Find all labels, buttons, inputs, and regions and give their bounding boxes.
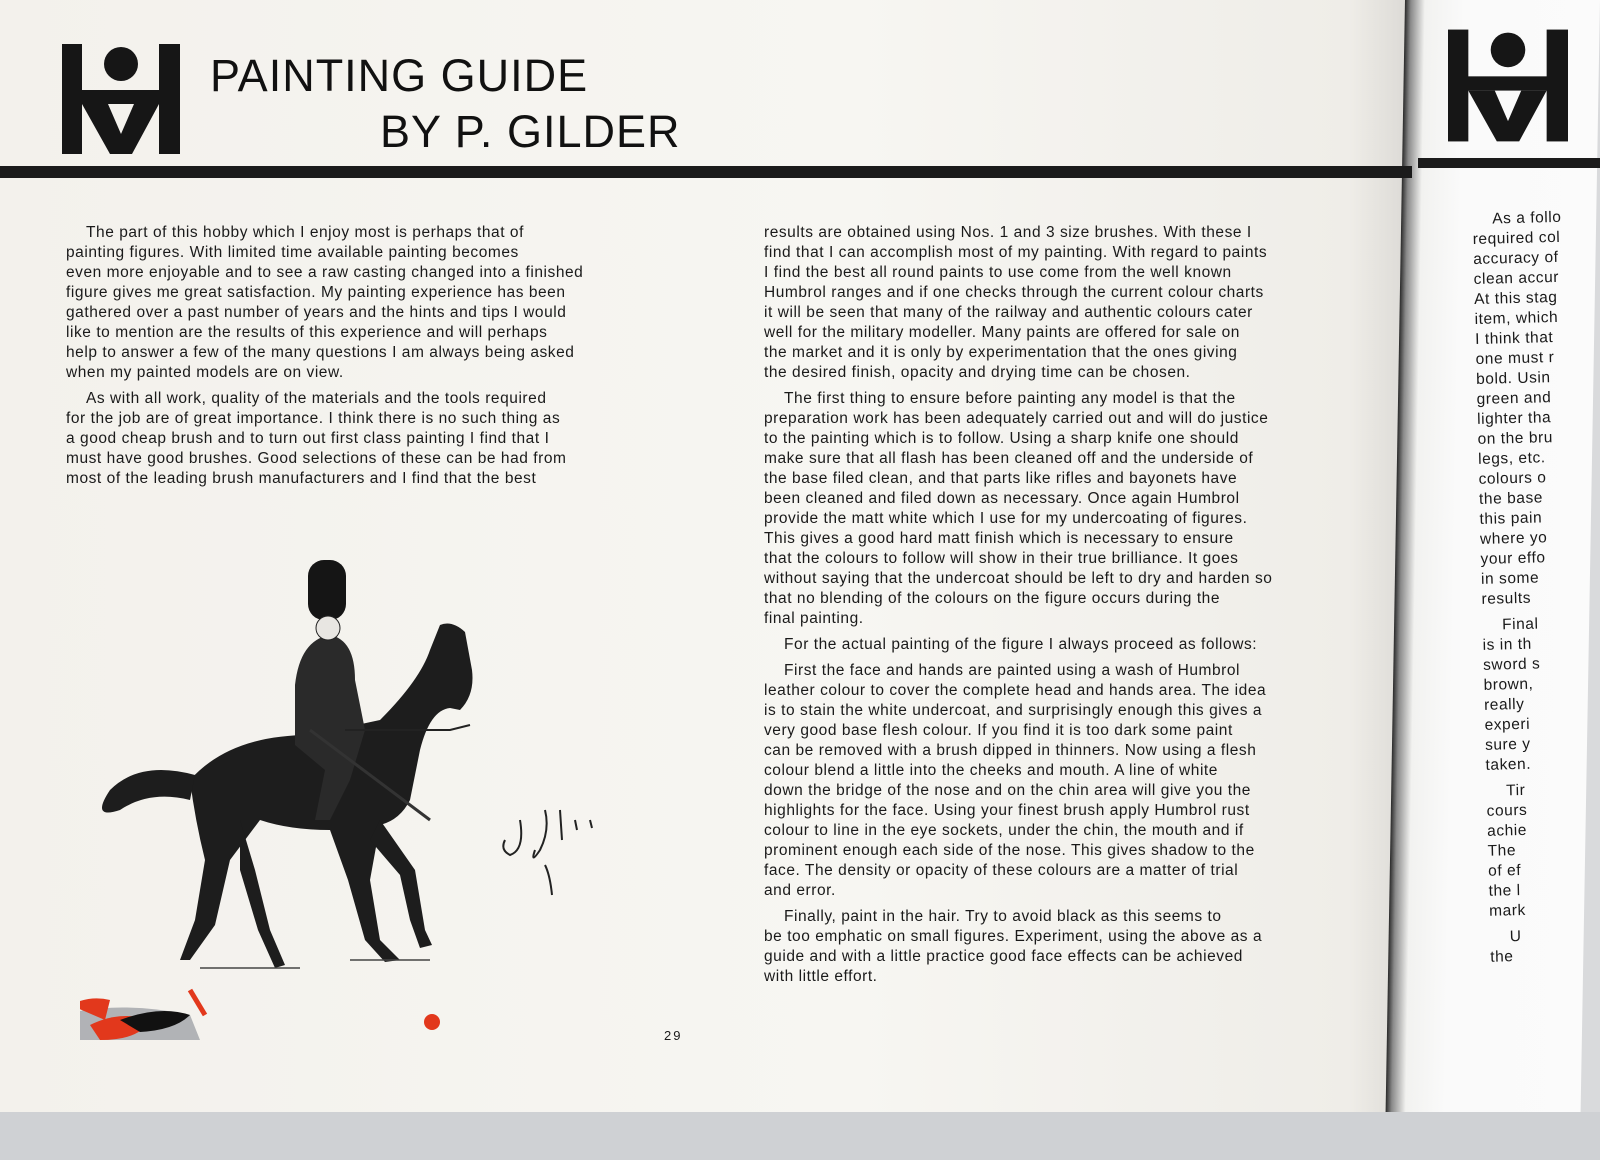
text-line: green and — [1476, 389, 1552, 408]
text-line: lighter tha — [1476, 409, 1552, 428]
text-line: help to answer a few of the many questions I am always being asked — [66, 344, 575, 361]
text-line: where yo — [1479, 529, 1548, 548]
text-line: accuracy of — [1473, 248, 1559, 268]
text-line: must have good brushes. Good selections of these can be had from — [66, 450, 567, 467]
hmv-logo-icon — [62, 44, 180, 154]
paragraph — [764, 635, 1272, 655]
text-line: one must r — [1475, 349, 1555, 368]
middle-text-column — [764, 223, 1272, 993]
text-line: the base — [1478, 489, 1544, 508]
text-line: As with all work, quality of the materials and the tools required — [86, 390, 547, 407]
text-line: provide the matt white which I use for my undercoating of figures. — [764, 510, 1248, 527]
text-line: First the face and hands are painted using a wash of Humbrol — [784, 662, 1241, 679]
text-line: when my painted models are on view. — [66, 364, 344, 381]
text-line: results are obtained using Nos. 1 and 3 size brushes. With these I — [764, 224, 1252, 241]
hmv-logo-right-icon — [1448, 28, 1568, 143]
text-line: cours — [1486, 801, 1528, 820]
text-line: that no blending of the colours on the figure occurs during the — [764, 590, 1221, 607]
text-line: I find the best all round paints to use come from the well known — [764, 264, 1232, 281]
text-line: results — [1481, 589, 1532, 608]
text-line: is to stain the white undercoat, and surprisingly enough this gives a — [764, 702, 1263, 719]
text-line: colour to line in the eye sockets, under the chin, the mouth and if — [764, 822, 1244, 839]
paragraph — [66, 223, 583, 383]
text-line: sword s — [1482, 655, 1541, 674]
text-line: in some — [1480, 569, 1540, 588]
paragraph — [1482, 613, 1600, 776]
page-title: PAINTING GUIDE — [210, 50, 589, 101]
page-number: 29 — [664, 1028, 683, 1043]
text-line: final painting. — [764, 610, 864, 627]
text-line: of ef — [1487, 862, 1522, 880]
paragraph — [1486, 779, 1600, 922]
text-line: very good base flesh colour. If you find it is too dark some paint — [764, 722, 1233, 739]
text-line: colour blend a little into the cheeks and mouth. A line of white — [764, 762, 1218, 779]
left-text-column — [66, 223, 583, 495]
text-line: been cleaned and filed down as necessary. Once again Humbrol — [764, 490, 1240, 507]
text-line: Final — [1501, 615, 1539, 634]
text-line: sure y — [1484, 735, 1531, 754]
text-line: is in th — [1482, 635, 1533, 654]
text-line: leather colour to cover the complete head and hands area. The idea — [764, 682, 1267, 699]
header-rule-right — [1418, 158, 1600, 168]
text-line: really — [1483, 695, 1525, 714]
text-line: the base filed clean, and that parts like rifles and bayonets have — [764, 470, 1238, 487]
text-line: down the bridge of the nose and on the chin area will give you the — [764, 782, 1251, 799]
text-line: required col — [1472, 228, 1561, 248]
cavalry-soldier-illustration — [80, 520, 640, 1040]
text-line: face. The density or opacity of these colours are a matter of trial — [764, 862, 1239, 879]
text-line: bold. Usin — [1475, 369, 1551, 388]
text-line: to the painting which is to follow. Using a sharp knife one should — [764, 430, 1239, 447]
text-line: that the colours to follow will show in their true brilliance. It goes — [764, 550, 1239, 567]
paragraph — [764, 223, 1272, 383]
text-line: For the actual painting of the figure I always proceed as follows: — [784, 636, 1258, 653]
text-line: without saying that the undercoat should be left to dry and harden so — [764, 570, 1273, 587]
text-line: a good cheap brush and to turn out first class painting I find that I — [66, 430, 550, 447]
paragraph — [1472, 207, 1600, 610]
text-line: taken. — [1485, 755, 1532, 774]
paragraph — [764, 389, 1272, 629]
text-line: The first thing to ensure before painting any model is that the — [784, 390, 1236, 407]
text-line: figure gives me great satisfaction. My painting experience has been — [66, 284, 566, 301]
text-line: for the job are of great importance. I think there is no such thing as — [66, 410, 561, 427]
text-line: At this stag — [1473, 288, 1558, 308]
text-line: The — [1487, 842, 1517, 860]
text-line: mark — [1488, 901, 1526, 920]
right-page-text-fragment — [1472, 207, 1600, 974]
text-line: achie — [1486, 821, 1528, 840]
text-line: item, which — [1474, 308, 1559, 328]
text-line: your effo — [1480, 549, 1546, 568]
text-line: well for the military modeller. Many paints are offered for sale on — [764, 324, 1240, 341]
paragraph — [764, 661, 1272, 901]
header-rule — [0, 166, 1412, 178]
text-line: The part of this hobby which I enjoy most is perhaps that of — [86, 224, 524, 241]
text-line: I think that — [1474, 329, 1554, 348]
text-line: can be removed with a brush dipped in thinners. Now using a flesh — [764, 742, 1257, 759]
text-line: experi — [1484, 715, 1531, 734]
text-line: brown, — [1483, 675, 1534, 694]
scan-background — [0, 1112, 1600, 1160]
text-line: As a follo — [1492, 208, 1562, 228]
paragraph — [1490, 925, 1600, 968]
text-line: highlights for the face. Using your finest brush apply Humbrol rust — [764, 802, 1250, 819]
text-line: and error. — [764, 882, 836, 899]
text-line: prominent enough each side of the nose. This gives shadow to the — [764, 842, 1255, 859]
text-line: the l — [1488, 882, 1521, 900]
text-line: it will be seen that many of the railway and authentic colours cater — [764, 304, 1253, 321]
text-line: gathered over a past number of years and the hints and tips I would — [66, 304, 567, 321]
text-line: find that I can accomplish most of my painting. With regard to paints — [764, 244, 1268, 261]
paragraph — [764, 907, 1272, 987]
text-line: This gives a good hard matt finish which is necessary to ensure — [764, 530, 1234, 547]
text-line: colours o — [1478, 469, 1547, 488]
text-line: U — [1509, 928, 1522, 946]
text-line: painting figures. With limited time available painting becomes — [66, 244, 519, 261]
text-line: like to mention are the results of this experience and will perhaps — [66, 324, 548, 341]
text-line: Humbrol ranges and if one checks through the current colour charts — [764, 284, 1264, 301]
text-line: the market and it is only by experimentation that the ones giving — [764, 344, 1238, 361]
page-author: BY P. GILDER — [380, 106, 681, 157]
text-line: be too emphatic on small figures. Experiment, using the above as a — [764, 928, 1263, 945]
text-line: the — [1490, 948, 1514, 966]
signature — [503, 810, 592, 895]
text-line: most of the leading brush manufacturers and I find that the best — [66, 470, 537, 487]
text-line: guide and with a little practice good face effects can be achieved — [764, 948, 1243, 965]
text-line: clean accur — [1473, 268, 1560, 288]
text-line: preparation work has been adequately carried out and will do justice — [764, 410, 1269, 427]
text-line: Tir — [1505, 781, 1526, 800]
text-line: this pain — [1479, 509, 1543, 528]
text-line: on the bru — [1477, 429, 1554, 448]
text-line: Finally, paint in the hair. Try to avoid black as this seems to — [784, 908, 1222, 925]
text-line: legs, etc. — [1477, 449, 1546, 468]
text-line: make sure that all flash has been cleaned off and the underside of — [764, 450, 1254, 467]
paragraph — [66, 389, 583, 489]
text-line: the desired finish, opacity and drying time can be chosen. — [764, 364, 1191, 381]
text-line: with little effort. — [764, 968, 878, 985]
text-line: even more enjoyable and to see a raw casting changed into a finished — [66, 264, 584, 281]
